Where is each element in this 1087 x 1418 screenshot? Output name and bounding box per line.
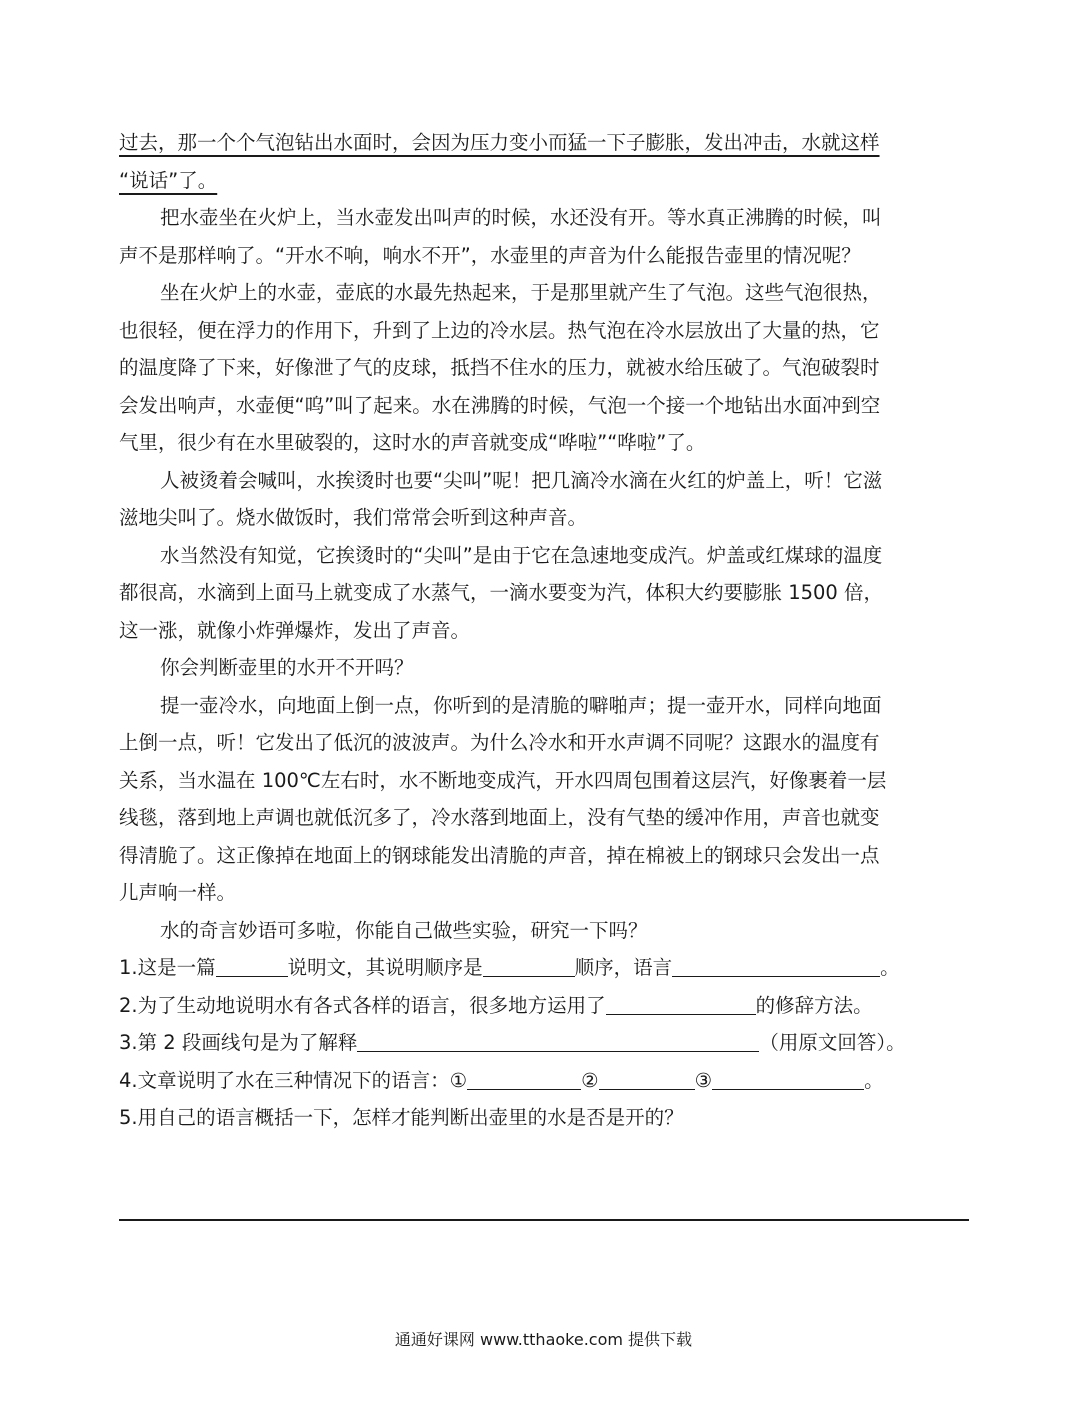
paragraph-line: 儿声响一样。 [119, 881, 237, 904]
answer-blank[interactable] [599, 1067, 695, 1090]
question-3 [119, 1024, 969, 1062]
paragraph-line: 你会判断壶里的水开不开吗？ [160, 656, 414, 679]
question-text: 说明文，其说明顺序是 [287, 956, 483, 979]
answer-blank[interactable] [672, 954, 880, 977]
question-1 [119, 949, 969, 987]
paragraph-line: 声不是那样响了。“开水不响，响水不开”，水壶里的声音为什么能报告壶里的情况呢？ [119, 243, 861, 267]
question-text: 5.用自己的语言概括一下，怎样才能判断出壶里的水是否是开的？ [119, 1106, 684, 1129]
question-text: （用原文回答）。 [759, 1031, 906, 1054]
footer-credit: 通通好课网 www.tthaoke.com 提供下载 [394, 1330, 693, 1349]
question-text: 顺序，语言 [574, 956, 673, 979]
underlined-sentence-end [119, 162, 969, 200]
question-text: 3.第 2 段画线句是为了解释 [119, 1031, 358, 1054]
question-text: 。 [880, 956, 900, 979]
paragraph-line: 得清脆了。这正像掉在地面上的钢球能发出清脆的声音，掉在棉被上的钢球只会发出一点 [119, 843, 880, 867]
paragraph-line: 上倒一点，听！它发出了低沉的波波声。为什么冷水和开水声调不同呢？这跟水的温度有 [119, 731, 880, 754]
question-text: 4.文章说明了水在三种情况下的语言：① [119, 1068, 468, 1092]
paragraph-line: 坐在火炉上的水壶，壶底的水最先热起来，于是那里就产生了气泡。这些气泡很热， [160, 281, 882, 304]
paragraph-line: 滋地尖叫了。烧水做饭时，我们常常会听到这种声音。 [119, 506, 588, 529]
paragraph-line: 把水壶坐在火炉上，当水壶发出叫声的时候，水还没有开。等水真正沸腾的时候，叫 [160, 206, 882, 229]
question-text: 2.为了生动地说明水有各式各样的语言，很多地方运用了 [119, 993, 606, 1017]
paragraph-line: 的温度降了下来，好像泄了气的皮球，抵挡不住水的压力，就被水给压破了。气泡破裂时 [119, 356, 880, 379]
question-4 [119, 1062, 969, 1100]
answer-line[interactable] [119, 1219, 969, 1221]
question-text: 的修辞方法。 [755, 993, 873, 1017]
question-text: ② [581, 1068, 599, 1092]
paragraph-line: 线毯，落到地上声调也就低沉多了，冷水落到地面上，没有气垫的缓冲作用，声音也就变 [119, 806, 880, 829]
paragraph-line: 水当然没有知觉，它挨烫时的“尖叫”是由于它在急速地变成汽。炉盖或红煤球的温度 [160, 543, 883, 567]
answer-blank[interactable] [467, 1067, 581, 1090]
underlined-sentence-line: 过去，那一个个气泡钻出水面时，会因为压力变小而猛一下子膨胀，发出冲击，水就这样 [119, 131, 880, 154]
paragraph-line: 会发出响声，水壶便“呜”叫了起来。水在沸腾的时候，气泡一个接一个地钻出水面冲到空 [119, 393, 881, 417]
question-2 [119, 987, 969, 1025]
answer-blank[interactable] [483, 954, 575, 977]
paragraph-line: 提一壶冷水，向地面上倒一点，你听到的是清脆的噼啪声；提一壶开水，同样向地面 [160, 693, 882, 717]
paragraph-line: 都很高，水滴到上面马上就变成了水蒸气，一滴水要变为汽，体积大约要膨胀 1500 倍， [119, 581, 884, 604]
question-5 [119, 1099, 969, 1137]
answer-blank[interactable] [357, 1029, 759, 1052]
question-text: ③ [694, 1068, 713, 1092]
paragraph-line: 这一涨，就像小炸弹爆炸，发出了声音。 [119, 618, 471, 642]
paragraph-line: 关系，当水温在 100℃左右时，水不断地变成汽，开水四周包围着这层汽，好像裹着一层 [119, 768, 887, 792]
paragraph-line: 水的奇言妙语可多啦，你能自己做些实验，研究一下吗？ [160, 918, 648, 942]
underlined-sentence-tail: “说话”了。 [119, 168, 218, 192]
answer-blank[interactable] [712, 1067, 864, 1090]
answer-blank[interactable] [606, 992, 756, 1015]
question-text: 。 [864, 1068, 884, 1092]
paragraph-line: 人被烫着会喊叫，水挨烫时也要“尖叫”呢！把几滴冷水滴在火红的炉盖上，听！它滋 [160, 468, 883, 492]
paragraph-line: 气里，很少有在水里破裂的，这时水的声音就变成“哗啦”“哗啦”了。 [119, 431, 706, 454]
answer-blank[interactable] [216, 954, 288, 977]
document-body [119, 124, 969, 1137]
question-text: 1.这是一篇 [119, 956, 216, 979]
paragraph-line: 也很轻，便在浮力的作用下，升到了上边的冷水层。热气泡在冷水层放出了大量的热，它 [119, 318, 880, 342]
